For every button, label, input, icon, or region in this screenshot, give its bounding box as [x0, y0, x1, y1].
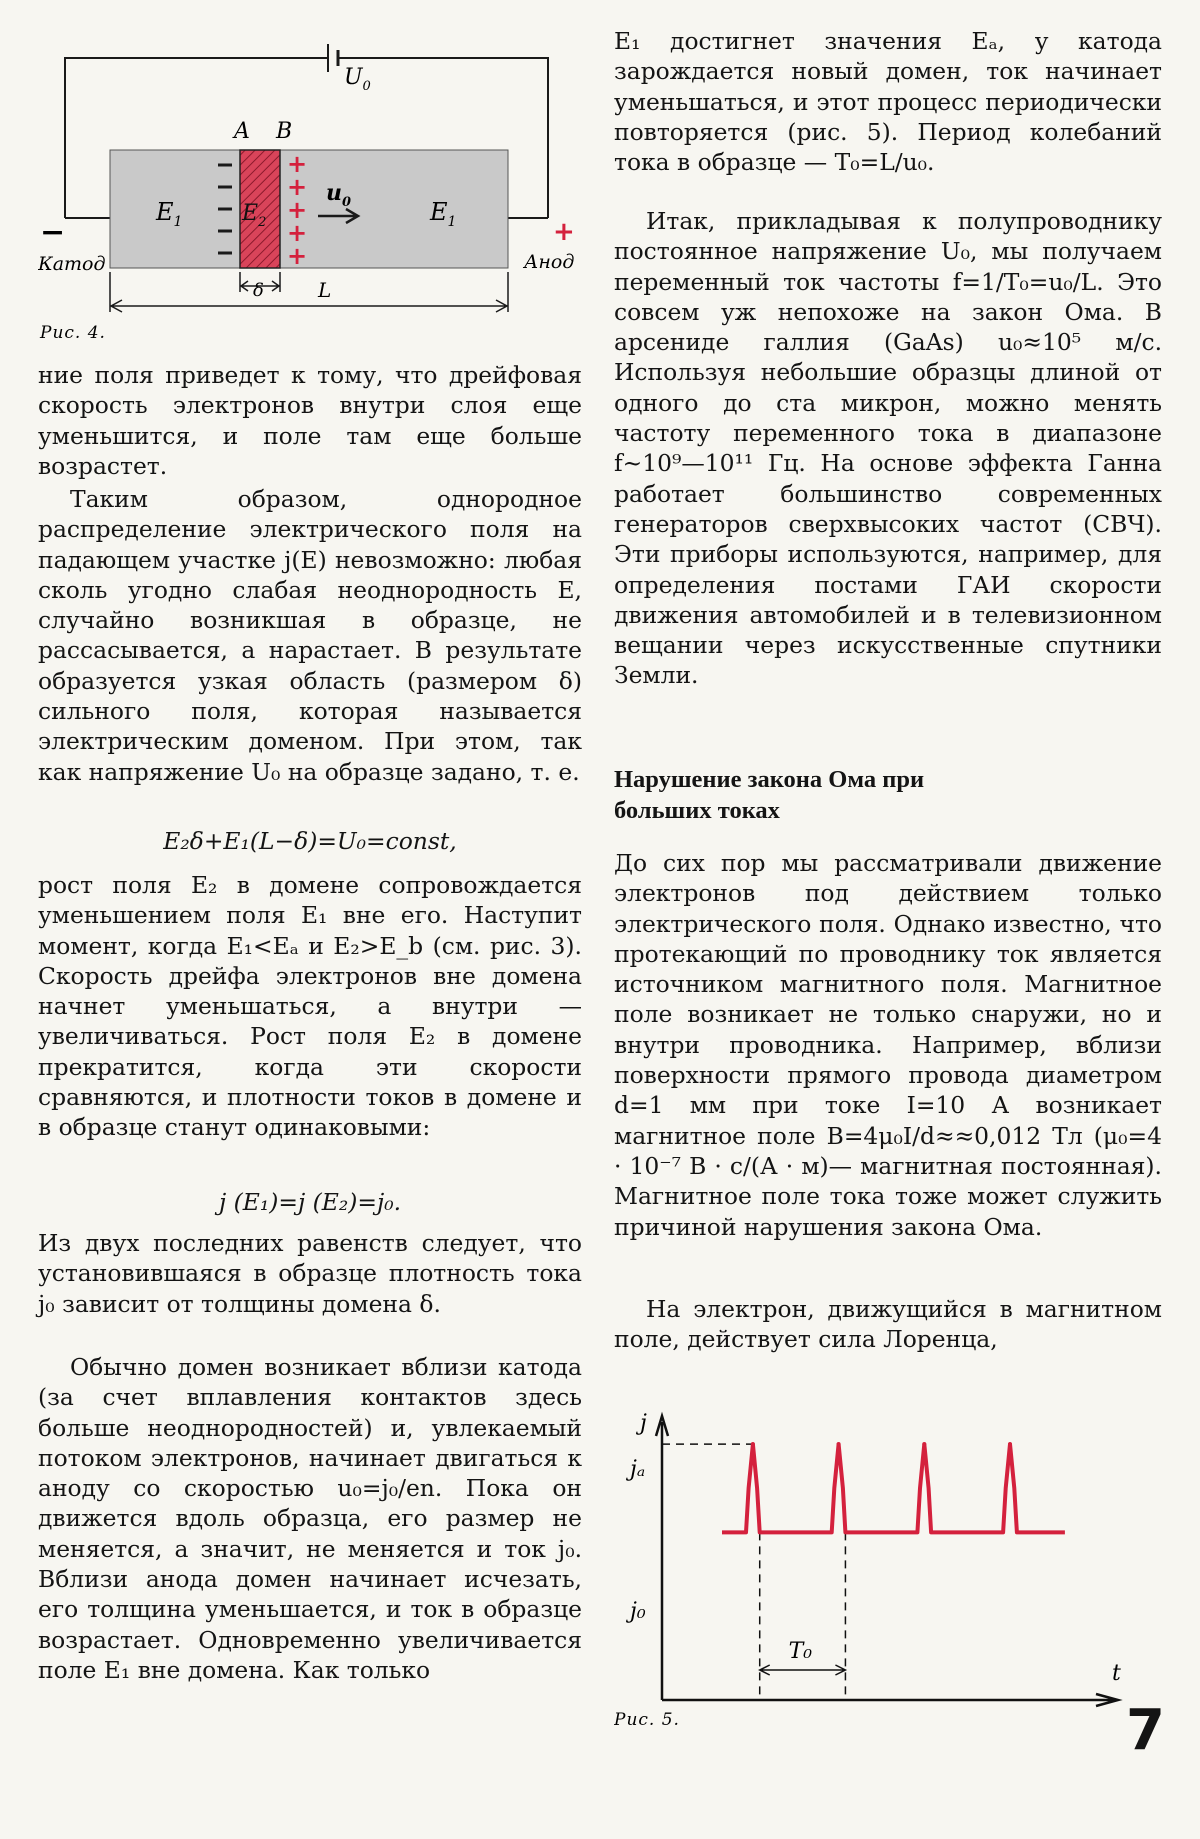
label-a: A [234, 119, 250, 144]
section-heading: Нарушение закона Ома при больших токах [614, 766, 925, 824]
signal-peak-point [751, 1442, 755, 1446]
field-e1-right: $E_1$ [430, 198, 457, 230]
cathode-sign: − [40, 215, 66, 250]
right-paragraph-1: E₁ достигнет значения Eₐ, у катода зарождается новый домен, ток начинает уменьшаться, и этот процесс периодически повторяется (рис. 5). Период колебаний тока в образце — T₀=L/u₀. [614, 27, 1162, 177]
tick-label-ja: jₐ [630, 1457, 646, 1482]
right-paragraph-3: До сих пор мы рассматривали движение электронов под действием только электрического поля. Однако известно, что протекающий по проводнику ток является источником магнитного поля. Магнитное поле возникает не только снаружи, но и внутри проводника. Например, вблизи поверхности прямого провода диаметром d=1 мм при токе I=10 А возникает магнитное поле B=4μ₀I/d≈≈0,012 Тл (μ₀=4 · 10⁻⁷ В · с/(А · м)— магнитная постоянная). Магнитное поле тока тоже может служить причиной нарушения закона Ома. [614, 849, 1162, 1241]
figure-5-caption: Рис. 5. [614, 1710, 680, 1730]
svg-text:+: + [287, 196, 308, 224]
chart-y-axis [656, 1416, 668, 1700]
field-e1-left: $E_1$ [156, 198, 183, 230]
anode-label: Анод [524, 251, 575, 273]
equation-2: j (E₁)=j (E₂)=j₀. [218, 1188, 402, 1216]
svg-text:+: + [287, 219, 308, 247]
current-signal-line [722, 1444, 1065, 1532]
right-paragraph-4: На электрон, движущийся в магнитном поле, действует сила Лоренца, [614, 1295, 1162, 1354]
field-e2: $E_2$ [242, 201, 267, 230]
signal-peak-point [922, 1442, 926, 1446]
svg-text:+: + [287, 150, 308, 178]
equation-1: E₂δ+E₁(L−δ)=U₀=const, [163, 827, 457, 855]
label-b: B [276, 119, 293, 144]
svg-text:+: + [287, 242, 308, 270]
delta-label: δ [253, 280, 264, 301]
right-paragraph-2: Итак, прикладывая к полупроводнику постоянное напряжение U₀, мы получаем переменный ток частоты f=1/T₀=u₀/L. Это совсем уж непохоже на закон Ома. В арсениде галлия (GaAs) u₀≈10⁵ м/с. Используя небольшие образцы длиной от одного до ста микрон, можно менять частоту переменного тока в диапазоне f~10⁹—10¹¹ Гц. На основе эффекта Ганна работает большинство современных генераторов сверхвысоких частот (СВЧ). Эти приборы используются, например, для определения постами ГАИ скорости движения автомобилей и в телевизионном вещании через искусственные спутники Земли. [614, 207, 1162, 690]
signal-peak-point [837, 1442, 841, 1446]
length-dimension [110, 272, 508, 312]
cathode-label: Катод [38, 253, 106, 275]
left-paragraph-2: Таким образом, однородное распределение электрического поля на падающем участке j(E) невозможно: любая сколь угодно слабая неоднородность E, случайно возникшая в образце, не рассасывается, а нарастает. В результате образуется узкая область (размером δ) сильного поля, которая называется электрическим доменом. При этом, так как напряжение U₀ на образце задано, т. е. [38, 485, 582, 786]
svg-text:+: + [287, 173, 308, 201]
length-label: L [318, 278, 332, 302]
period-arrow [760, 1665, 846, 1675]
chart-x-axis [662, 1694, 1118, 1706]
left-paragraph-5: Обычно домен возникает вблизи катода (за счет вплавления контактов здесь больше неоднородностей) и, увлекаемый потоком электронов, начинает двигаться к аноду со скоростью u₀=j₀/en. Пока он движется вдоль образца, его размер не меняется, а значит, не меняется и ток j₀. Вблизи анода домен начинает исчезать, его толщина уменьшается, и ток в образце возрастает. Одновременно увеличивается поле E₁ вне домена. Как только [38, 1353, 582, 1684]
y-axis-label: j [640, 1411, 647, 1436]
tick-label-j0: j₀ [630, 1599, 646, 1624]
figure-4-gunn-sample-diagram [38, 20, 598, 360]
left-paragraph-3: рост поля E₂ в домене сопровождается уменьшением поля E₁ вне его. Наступит момент, когда E₁<Eₐ и E₂>E_b (см. рис. 3). Скорость дрейфа электронов вне домена начнет уменьшаться, а внутри — увеличиваться. Рост поля E₂ в домене прекратится, когда эти скорости сравняются, и плотности токов в домене и в образце станут одинаковыми: [38, 871, 582, 1142]
signal-peak-point [1008, 1442, 1012, 1446]
velocity-label: $u_0$ [326, 180, 352, 210]
x-axis-label: t [1112, 1661, 1121, 1686]
signal-points-group [751, 1442, 1012, 1446]
figure-4-caption: Рис. 4. [40, 323, 106, 343]
period-label: T₀ [788, 1639, 813, 1664]
anode-sign: + [553, 217, 575, 247]
figure-5-current-oscillation-chart [614, 1400, 1174, 1730]
left-paragraph-4: Из двух последних равенств следует, что установившаяся в образце плотность тока j₀ зависит от толщины домена δ. [38, 1229, 582, 1318]
voltage-label: $U_0$ [344, 65, 371, 94]
page-number: 7 [1126, 1698, 1165, 1763]
positive-charges [287, 150, 307, 270]
left-paragraph-1: ние поля приведет к тому, что дрейфовая скорость электронов внутри слоя еще уменьшится, и поле там еще больше возрастет. [38, 361, 582, 480]
